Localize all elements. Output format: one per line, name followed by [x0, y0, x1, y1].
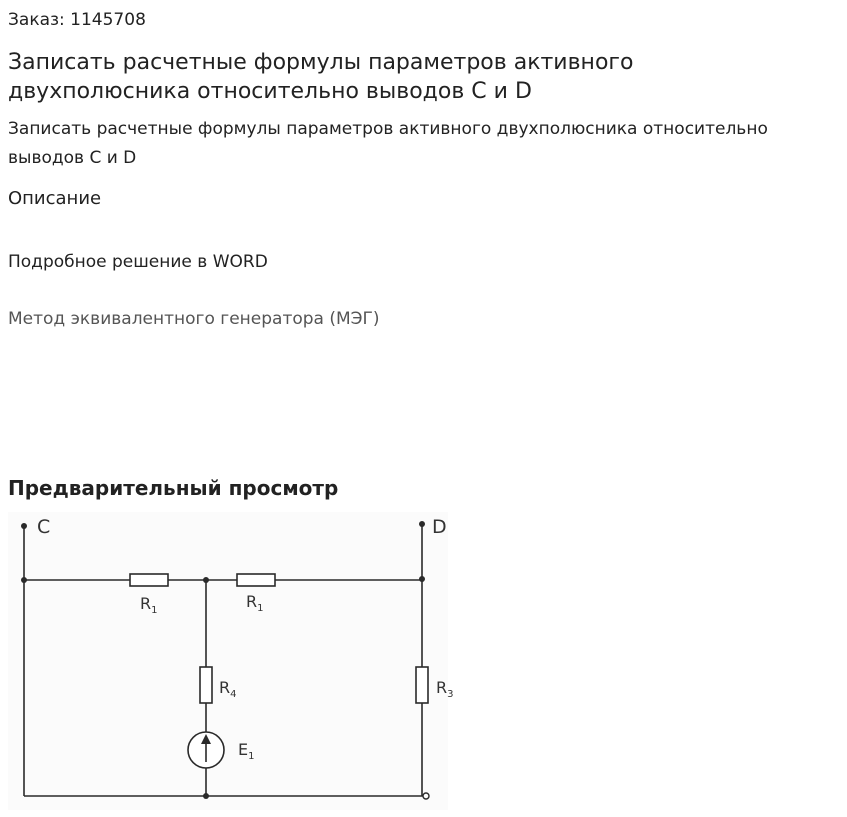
e1-label: $E_1$ — [238, 740, 255, 762]
circuit-preview-image — [8, 512, 454, 810]
junction-top-mid — [203, 577, 209, 583]
r1-label: $R_1$ — [140, 594, 158, 616]
resistor-r2 — [237, 574, 275, 586]
resistor-r4 — [200, 667, 212, 703]
terminal-c-label: C — [37, 516, 51, 538]
terminal-d-label: D — [432, 516, 447, 538]
r3-label: $R_3$ — [436, 678, 454, 700]
order-number: Заказ: 1145708 — [8, 10, 146, 30]
circuit-diagram — [8, 512, 454, 810]
page-title: Записать расчетные формулы параметров активного двухполюсника относительно выводов С и D — [8, 50, 634, 104]
r2-label: $R_1$ — [246, 592, 264, 614]
junction-top-left — [21, 577, 27, 583]
junction-top-right — [419, 576, 425, 582]
r4-label: $R_4$ — [219, 678, 237, 700]
resistor-r1 — [130, 574, 168, 586]
preview-heading: Предварительный просмотр — [8, 476, 339, 500]
page-subtitle: Записать расчетные формулы параметров активного двухполюсника относительно выводов С и D — [8, 119, 768, 168]
junction-bottom-right — [423, 793, 429, 799]
description-heading: Описание — [8, 188, 102, 209]
terminal-c-dot — [21, 523, 27, 529]
resistor-r3 — [416, 667, 428, 703]
terminal-d-dot — [419, 521, 425, 527]
description-detail: Подробное решение в WORD — [8, 252, 268, 272]
junction-bottom-mid — [203, 793, 209, 799]
description-method: Метод эквивалентного генератора (МЭГ) — [8, 309, 380, 329]
